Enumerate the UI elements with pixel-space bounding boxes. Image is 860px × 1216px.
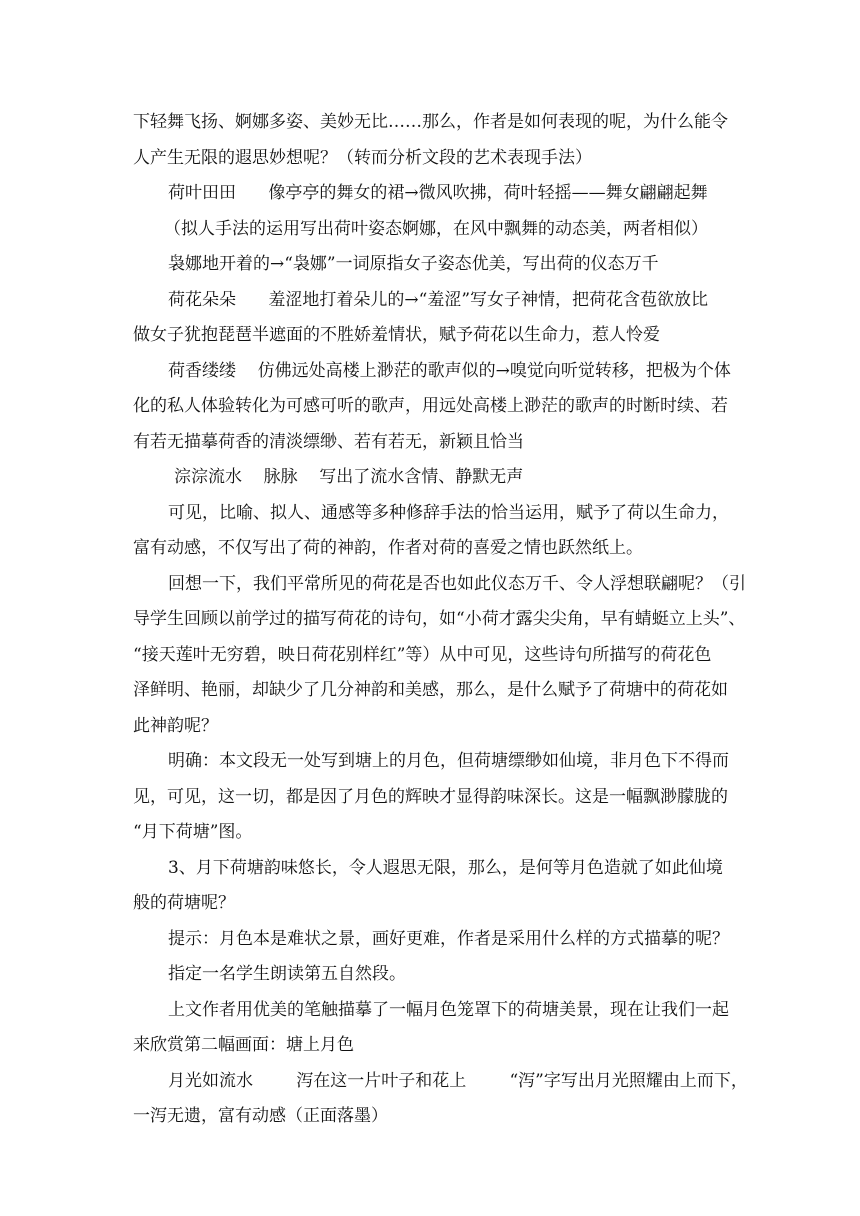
paragraph-line: 指定一名学生朗读第五自然段。 [168,964,406,984]
paragraph-line: 袅娜地开着的→“袅娜”一词原指女子姿态优美，写出荷的仪态万千 [168,254,659,274]
paragraph-line: 荷叶田田 像亭亭的舞女的裙→微风吹拂，荷叶轻摇——舞女翩翩起舞 [168,183,708,203]
paragraph-line: 月光如流水 泻在这一片叶子和花上 “泻”字写出月光照耀由上而下， [168,1071,748,1091]
paragraph-line: （拟人手法的运用写出荷叶姿态婀娜，在风中飘舞的动态美，两者相似） [164,219,708,239]
paragraph-line: 富有动感，不仅写出了荷的神韵，作者对荷的喜爱之情也跃然纸上。 [133,538,643,558]
paragraph-line: 见，可见，这一切，都是因了月色的辉映才显得韵味深长。这是一幅飘渺朦胧的 [133,787,728,807]
paragraph-line: 提示：月色本是难状之景，画好更难，作者是采用什么样的方式描摹的呢？ [168,929,729,949]
paragraph-line: “月下荷塘”图。 [133,822,253,842]
paragraph-line: 荷香缕缕 仿佛远处高楼上渺茫的歌声似的→嗅觉向听觉转移，把极为个体 [168,361,731,381]
paragraph-line: 回想一下，我们平常所见的荷花是否也如此仪态万千、令人浮想联翩呢？（引 [168,574,746,594]
paragraph-line: 淙淙流水 脉脉 写出了流水含情、静默无声 [174,467,524,487]
paragraph-line: 导学生回顾以前学过的描写荷花的诗句，如“小荷才露尖尖角，早有蜻蜓立上头”、 [133,609,746,629]
paragraph-line: 下轻舞飞扬、婀娜多姿、美妙无比……那么，作者是如何表现的呢，为什么能令 [133,112,728,132]
paragraph-line: 来欣赏第二幅画面：塘上月色 [133,1035,354,1055]
paragraph-line: 可见，比喻、拟人、通感等多种修辞手法的恰当运用，赋予了荷以生命力， [168,503,729,523]
paragraph-line: 一泻无遗，富有动感（正面落墨） [133,1106,388,1126]
paragraph-line: 般的荷塘呢？ [133,893,235,913]
paragraph-line: 化的私人体验转化为可感可听的歌声，用远处高楼上渺茫的歌声的时断时续、若 [133,396,728,416]
paragraph-line: 泽鲜明、艳丽，却缺少了几分神韵和美感，那么，是什么赋予了荷塘中的荷花如 [133,680,728,700]
paragraph-line: 上文作者用优美的笔触描摹了一幅月色笼罩下的荷塘美景，现在让我们一起 [168,1000,729,1020]
paragraph-line: 此神韵呢？ [133,716,218,736]
paragraph-line: 人产生无限的遐思妙想呢？（转而分析文段的艺术表现手法） [133,148,592,168]
paragraph-line: 荷花朵朵 羞涩地打着朵儿的→“羞涩”写女子神情，把荷花含苞欲放比 [168,290,709,310]
paragraph-line: 3、月下荷塘韵味悠长，令人遐思无限，那么，是何等月色造就了如此仙境 [168,858,723,878]
paragraph-line: 明确：本文段无一处写到塘上的月色，但荷塘缥缈如仙境，非月色下不得而 [168,751,729,771]
paragraph-line: 做女子犹抱琵琶半遮面的不胜娇羞情状，赋予荷花以生命力，惹人怜爱 [133,325,660,345]
paragraph-line: 有若无描摹荷香的清淡缥缈、若有若无，新颖且恰当 [133,432,524,452]
paragraph-line: “接天莲叶无穷碧，映日荷花别样红”等）从中可见，这些诗句所描写的荷花色 [133,645,712,665]
